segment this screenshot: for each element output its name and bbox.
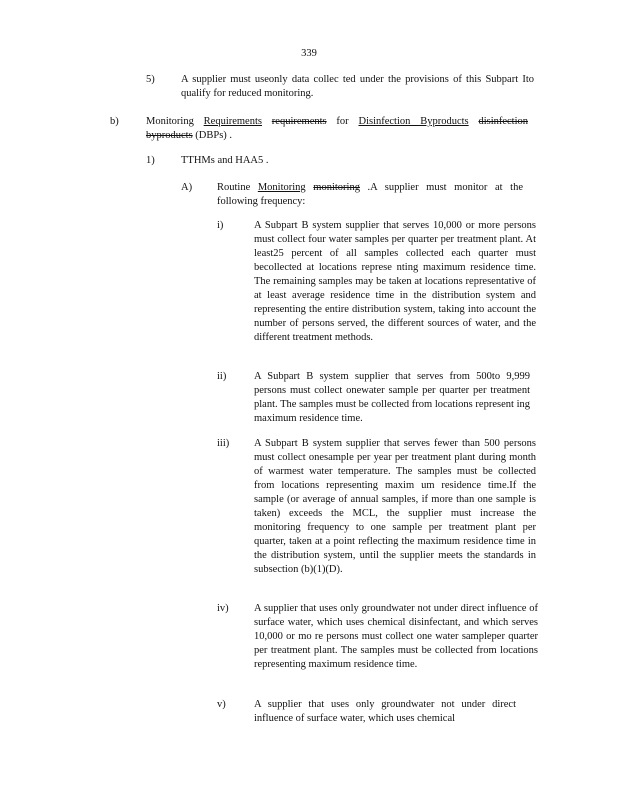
item-b-marker: b) <box>110 116 119 127</box>
item-A-text <box>217 181 523 209</box>
subitem-i-text: A Subpart B system supplier that serves 10,000 or more persons must collect four water samples per quarter per treatment plant. At least25 percent of all samples collected each quarter must becollected at locations represe nting maximum residence time. The remaining samples may be taken at locations representative of at least average residence time in the distribution system and representing the entire distribution system, taking into account the number of persons served, the different sources of water, and the different treatment methods. <box>254 220 536 343</box>
item-b1-marker: 1) <box>146 155 155 166</box>
subitem-ii-text: A Subpart B system supplier that serves from 500to 9,999 persons must collect onewater sample per quarter per treatment plant. The samples must be collected from locations represent ing maximum residence time. <box>254 371 530 424</box>
item-A-deleted-monitoring: monitoring <box>313 182 360 193</box>
item-5-text: A supplier must useonly data collec ted under the provisions of this Subpart Ito qualify for reduced monitoring. <box>181 74 534 99</box>
item-b-t3 <box>262 116 272 127</box>
item-b-t7 <box>469 116 479 127</box>
item-b-deleted-requirements: requirements <box>271 116 327 127</box>
item-A-inserted-monitoring: Monitoring <box>257 182 306 193</box>
item-A-marker: A) <box>181 182 193 193</box>
item-5-marker: 5) <box>146 74 155 85</box>
item-b-t9: (DBPs) . <box>192 130 233 141</box>
subitem-iv-marker: iv) <box>217 603 229 614</box>
item-b-inserted-dbp: Disinfection Byproducts <box>358 116 469 127</box>
item-b-inserted-requirements: Requirements <box>203 116 262 127</box>
item-b-t5: for <box>326 116 359 127</box>
item-A-t1: Routine <box>217 182 258 193</box>
item-b-text <box>146 115 528 143</box>
subitem-v-text: A supplier that uses only groundwater not under direct influence of surface water, which uses chemical <box>254 699 516 724</box>
subitem-ii-marker: ii) <box>217 371 227 382</box>
page-number: 339 <box>301 48 317 59</box>
subitem-iii-text: A Subpart B system supplier that serves fewer than 500 persons must collect onesample per year per treatment plant during month of warmest water temperature. The samples must be collected from locations representing maxim um residence time.If the sample (or average of annual samples, if more than one sample is taken) exceeds the MCL, the supplier must increase the monitoring frequency to one sample per treatment plant per quarter, taken at a point reflecting the maximum residence time in the distribution system, until the supplier meets the standards in subsection (b)(1)(D). <box>254 438 536 575</box>
item-b-deleted-dbp: disinfection byproducts <box>146 116 529 141</box>
item-b-t1: Monitoring <box>146 116 204 127</box>
item-b1-text: TTHMs and HAA5 . <box>181 155 269 166</box>
subitem-i-marker: i) <box>217 220 224 231</box>
subitem-v-marker: v) <box>217 699 226 710</box>
item-A-t5: .A supplier must monitor at the following frequency: <box>217 182 524 207</box>
subitem-iii-marker: iii) <box>217 438 230 449</box>
subitem-iv-text: A supplier that uses only groundwater not under direct influence of surface water, which uses chemical disinfectant, and which serves 10,000 or mo re persons must collect one water sampleper quarter per treatment plant. The samples must be collected from locations representing maximum residence time. <box>254 603 538 670</box>
